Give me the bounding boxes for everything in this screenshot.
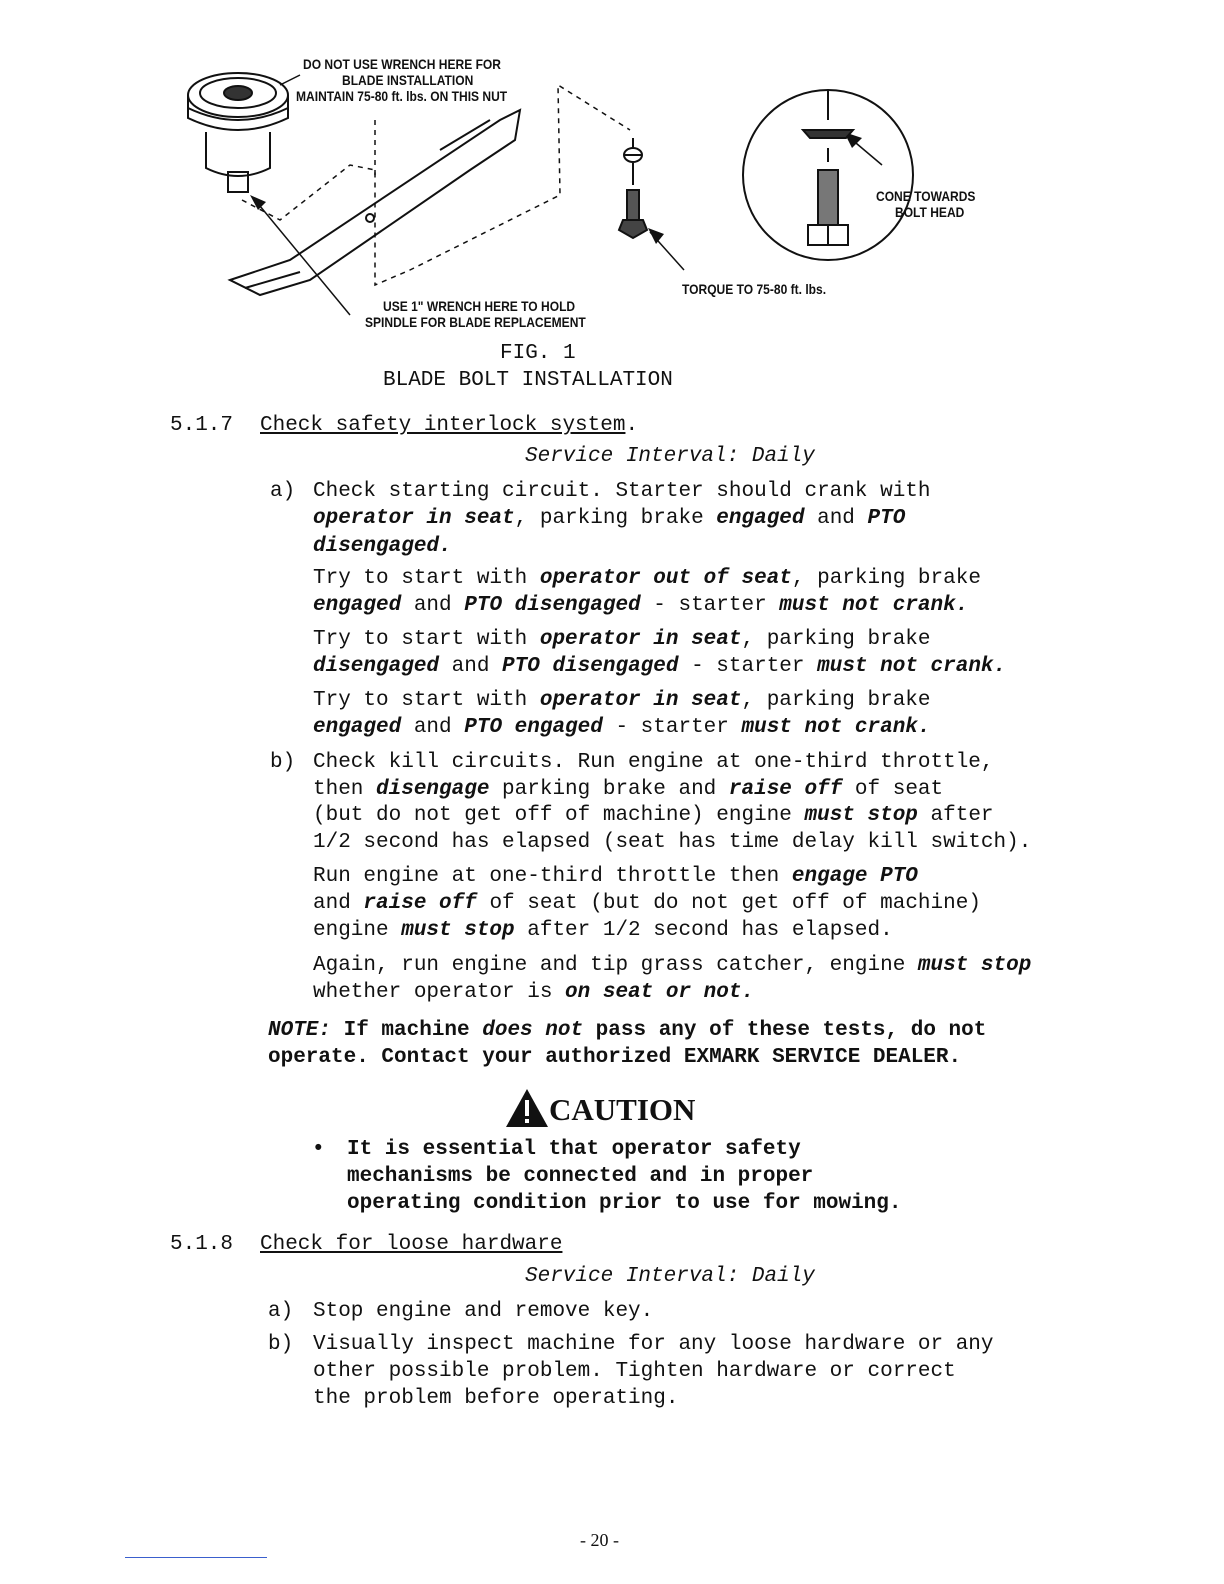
- section-517-interval: Service Interval: Daily: [525, 445, 815, 468]
- figure-title: BLADE BOLT INSTALLATION: [383, 369, 673, 392]
- item-a-p2-line2: engaged and PTO disengaged - starter must not crank.: [313, 594, 969, 617]
- item-518b-line2: other possible problem. Tighten hardware or correct: [313, 1360, 956, 1383]
- item-518a-text: Stop engine and remove key.: [313, 1300, 654, 1323]
- detail-circle: [743, 90, 913, 260]
- item-b-line4: 1/2 second has elapsed (seat has time delay kill switch).: [313, 831, 1032, 854]
- item-b-line2: then disengage parking brake and raise off of seat: [313, 778, 944, 801]
- figure-label-spindle: SPINDLE FOR BLADE REPLACEMENT: [365, 314, 586, 330]
- item-a-p2-line1: Try to start with operator out of seat, parking brake: [313, 567, 981, 590]
- caution-bullet: •: [312, 1138, 325, 1161]
- caution-line2: mechanisms be connected and in proper: [347, 1165, 814, 1188]
- item-518b-line1: Visually inspect machine for any loose hardware or any: [313, 1333, 994, 1356]
- figure-label-maintain-torque: MAINTAIN 75-80 ft. lbs. ON THIS NUT: [296, 88, 508, 104]
- page-number: - 20 -: [580, 1530, 619, 1550]
- section-518-heading: Check for loose hardware: [260, 1233, 563, 1256]
- section-518-number: 5.1.8: [170, 1233, 234, 1256]
- item-518a-marker: a): [268, 1300, 294, 1323]
- item-a-line3: disengaged.: [313, 535, 452, 558]
- caution-line3: operating condition prior to use for mowing.: [347, 1192, 902, 1215]
- figure-label-blade-installation: BLADE INSTALLATION: [342, 72, 474, 88]
- item-a-marker: a): [270, 480, 296, 503]
- item-b-p2-line2: and raise off of seat (but do not get off of machine): [313, 892, 981, 915]
- figure-label-bolt-head: BOLT HEAD: [895, 204, 965, 220]
- item-518b-line3: the problem before operating.: [313, 1387, 679, 1410]
- section-517-heading: Check safety interlock system.: [260, 414, 639, 437]
- figure-label-cone: CONE TOWARDS: [876, 188, 976, 204]
- warning-triangle-icon: [505, 1088, 549, 1128]
- figure-label-use-wrench: USE 1" WRENCH HERE TO HOLD: [383, 298, 576, 314]
- item-b-line3: (but do not get off of machine) engine must stop after: [313, 804, 994, 827]
- bolt-washer: [619, 138, 647, 238]
- section-518-interval: Service Interval: Daily: [525, 1265, 815, 1288]
- item-b-marker: b): [270, 751, 296, 774]
- note-line2: operate. Contact your authorized EXMARK SERVICE DEALER.: [268, 1046, 962, 1069]
- figure-label-no-wrench: DO NOT USE WRENCH HERE FOR: [303, 56, 502, 72]
- caution-header: [505, 1088, 695, 1128]
- item-b-p3-line2: whether operator is on seat or not.: [313, 981, 755, 1004]
- item-b-p2-line3: engine must stop after 1/2 second has elapsed.: [313, 919, 893, 942]
- figure-number: FIG. 1: [500, 342, 576, 365]
- item-a-p4-line2: engaged and PTO engaged - starter must not crank.: [313, 716, 931, 739]
- footer-rule: [125, 1557, 267, 1558]
- item-b-p2-line1: Run engine at one-third throttle then engage PTO: [313, 865, 918, 888]
- item-b-line1: Check kill circuits. Run engine at one-third throttle,: [313, 751, 994, 774]
- figure-label-torque: TORQUE TO 75-80 ft. lbs.: [682, 281, 827, 297]
- item-a-line2: operator in seat, parking brake engaged and PTO: [313, 507, 906, 530]
- item-b-p3-line1: Again, run engine and tip grass catcher, engine must stop: [313, 954, 1032, 977]
- caution-line1: It is essential that operator safety: [347, 1138, 801, 1161]
- spindle-pulley: [188, 73, 288, 192]
- item-a-p3-line2: disengaged and PTO disengaged - starter must not crank.: [313, 655, 1007, 678]
- section-517-number: 5.1.7: [170, 414, 234, 437]
- item-a-p4-line1: Try to start with operator in seat, parking brake: [313, 689, 931, 712]
- caution-title: CAUTION: [549, 1092, 696, 1127]
- note-line1: NOTE: If machine does not pass any of these tests, do not: [268, 1019, 987, 1042]
- item-518b-marker: b): [268, 1333, 294, 1356]
- item-a-line1: Check starting circuit. Starter should crank with: [313, 480, 931, 503]
- item-a-p3-line1: Try to start with operator in seat, parking brake: [313, 628, 931, 651]
